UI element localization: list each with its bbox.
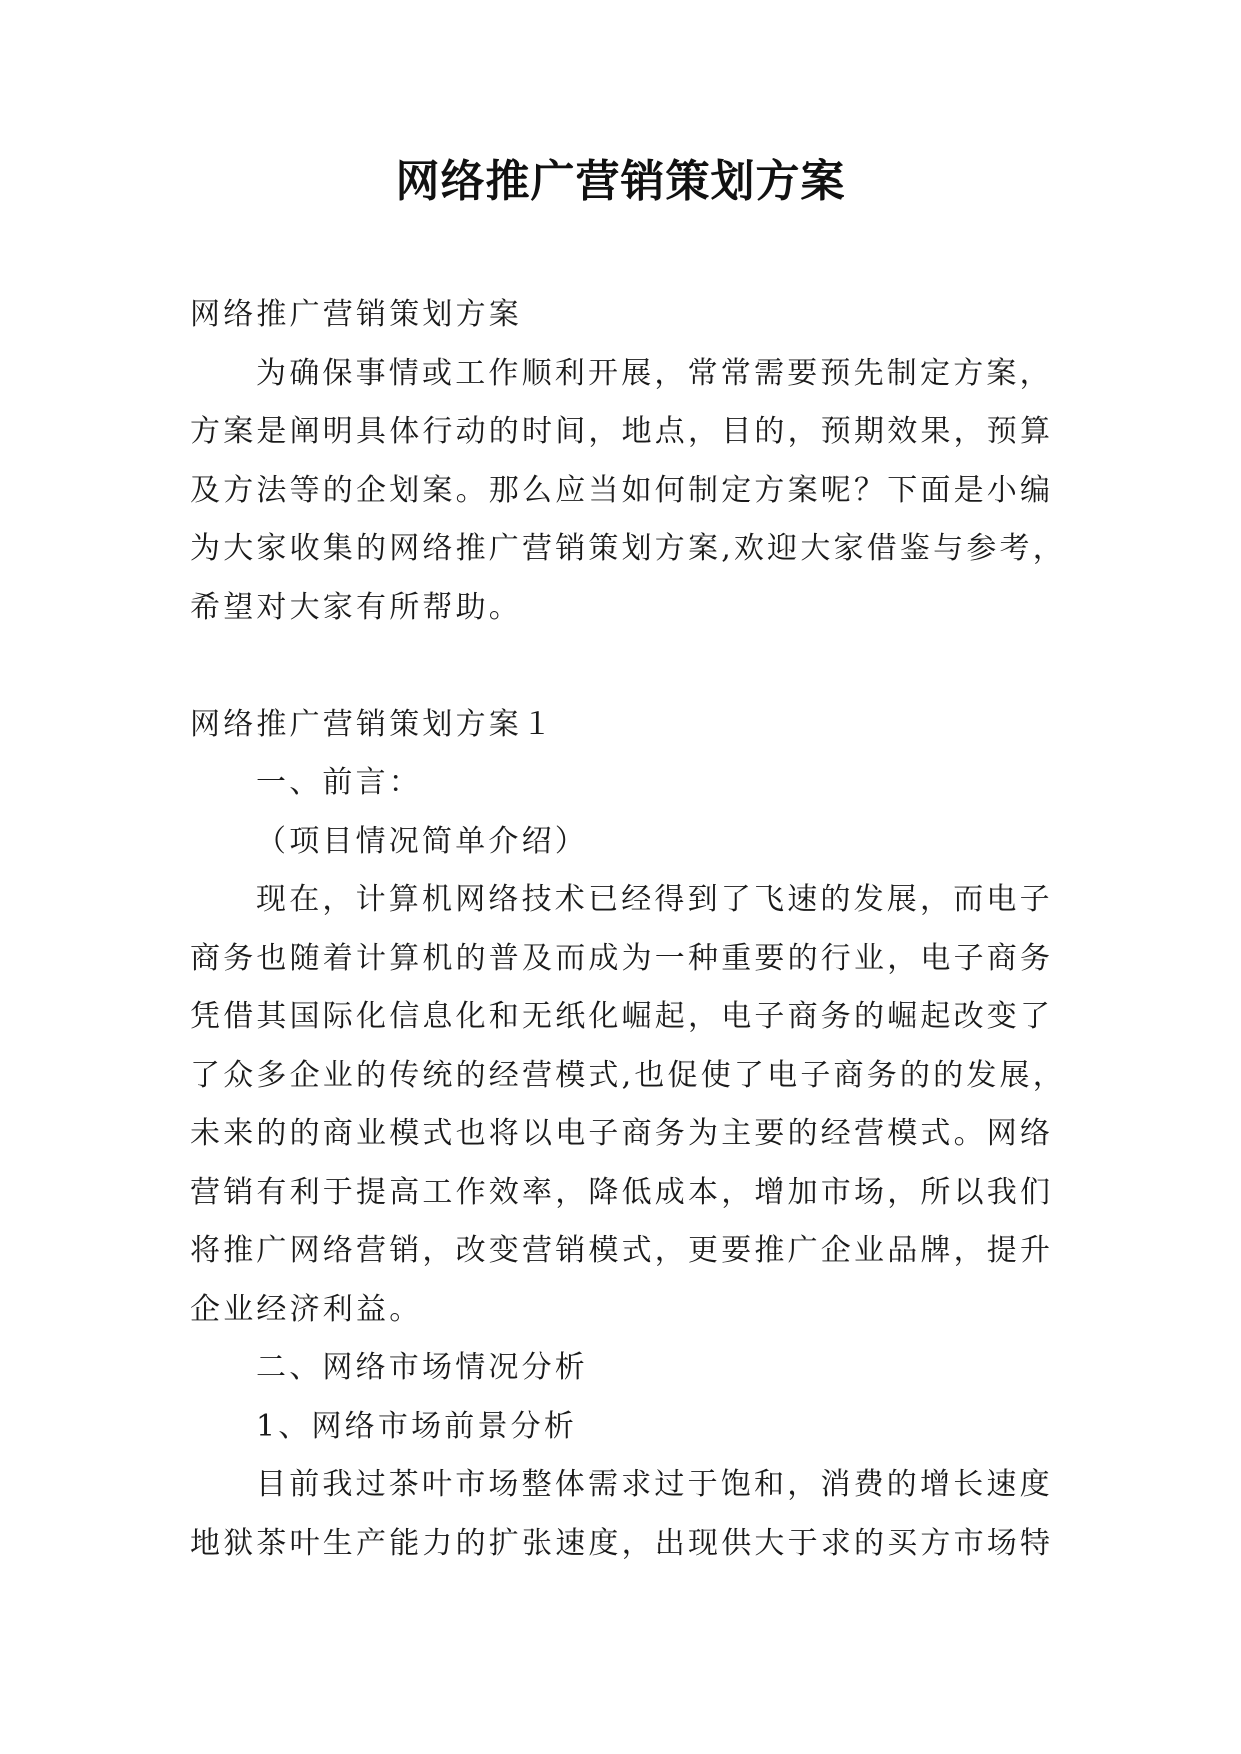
section-heading: 网络推广营销策划方案１ [190, 706, 556, 742]
paragraph-line: 商务也随着计算机的普及而成为一种重要的行业，电子商务 [190, 940, 1054, 976]
paragraph-line: 现在，计算机网络技术已经得到了飞速的发展，而电子 [256, 882, 1053, 917]
subtitle-line: 网络推广营销策划方案 [190, 297, 522, 332]
paragraph-line: 方案是阐明具体行动的时间，地点，目的，预期效果，预算 [190, 414, 1054, 449]
paragraph-line: 为确保事情或工作顺利开展，常常需要预先制定方案， [256, 355, 1053, 391]
paragraph-line: 未来的的商业模式也将以电子商务为主要的经营模式。网络 [190, 1116, 1054, 1151]
paragraph-line: 及方法等的企划案。那么应当如何制定方案呢？下面是小编 [190, 472, 1054, 508]
paragraph-line: 为大家收集的网络推广营销策划方案,欢迎大家借鉴与参考， [190, 531, 1066, 566]
paragraph-line: 目前我过茶叶市场整体需求过于饱和，消费的增长速度 [256, 1467, 1053, 1502]
paragraph-line: 企业经济利益。 [190, 1291, 423, 1327]
paragraph-line: 营销有利于提高工作效率，降低成本，增加市场，所以我们 [190, 1174, 1054, 1210]
paragraph-line: 希望对大家有所帮助。 [190, 589, 522, 625]
section-subheading: 1、网络市场前景分析 [256, 1408, 578, 1444]
section-subheading: 一、前言： [256, 765, 422, 800]
paragraph-line: 将推广网络营销，改变营销模式，更要推广企业品牌，提升 [190, 1233, 1054, 1268]
paragraph-gap [190, 637, 1050, 696]
paragraph-line: 凭借其国际化信息化和无纸化崛起，电子商务的崛起改变了 [190, 999, 1054, 1034]
document-title: 网络推广营销策划方案 [395, 156, 846, 207]
document-body [190, 286, 1066, 1573]
section-subheading: 二、网络市场情况分析 [256, 1350, 588, 1385]
paragraph-line: 地狱茶叶生产能力的扩张速度，出现供大于求的买方市场特 [190, 1525, 1054, 1561]
paragraph-line: 了众多企业的传统的经营模式,也促使了电子商务的的发展， [190, 1057, 1066, 1093]
paragraph-line: （项目情况简单介绍） [256, 823, 588, 859]
